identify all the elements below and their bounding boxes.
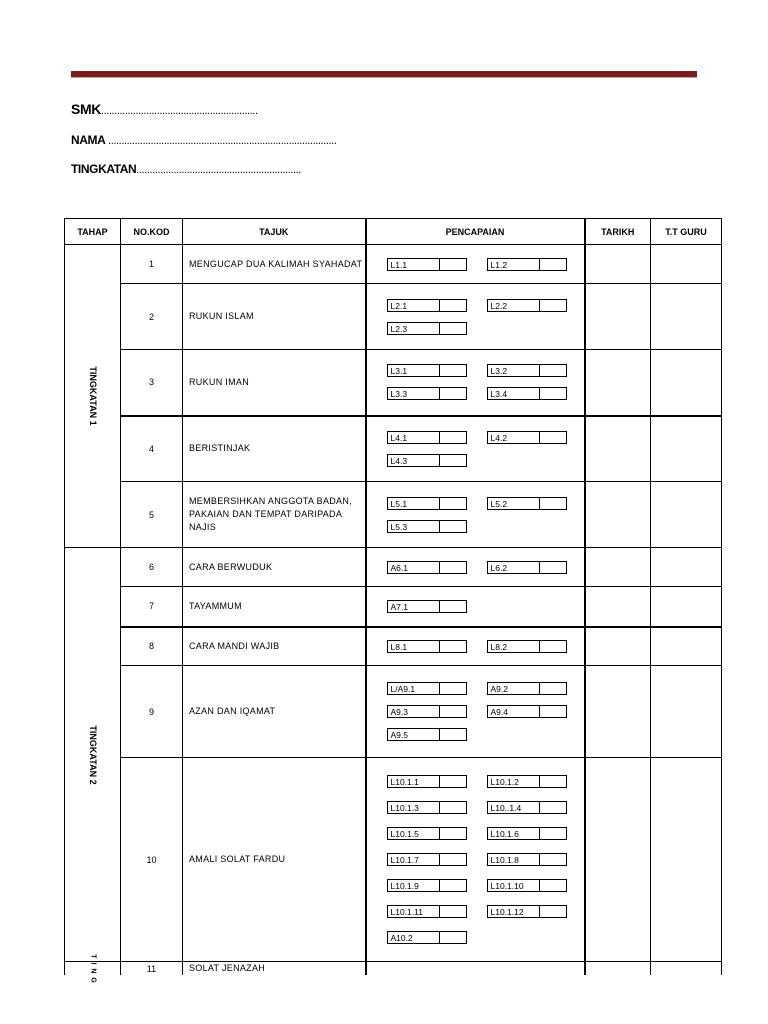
achievement-check-box[interactable]: [440, 706, 466, 717]
achievement-code-label: A6.1: [388, 562, 440, 573]
achievement-check-box[interactable]: [440, 432, 466, 443]
pencapaian-cell: [366, 627, 585, 666]
tarikh-cell[interactable]: [585, 758, 651, 962]
tarikh-cell[interactable]: [585, 416, 651, 482]
achievement-code-box[interactable]: [487, 827, 567, 840]
achievement-code-box[interactable]: [387, 387, 467, 400]
achievement-code-label: A7.1: [388, 601, 440, 612]
achievement-code-label: L10.1.3: [388, 802, 440, 813]
achievement-code-label: L2.1: [388, 300, 440, 311]
achievement-check-box[interactable]: [540, 828, 566, 839]
tahap-label: TINGKATAN 1: [87, 366, 98, 426]
achievement-code-box[interactable]: [387, 497, 467, 510]
record-table: [64, 218, 722, 984]
tahap-cell: [65, 953, 121, 984]
tingkatan-label: TINGKATAN: [71, 162, 137, 176]
achievement-code-box[interactable]: [387, 853, 467, 866]
achievement-code-box[interactable]: [387, 431, 467, 444]
achievement-code-label: L8.2: [488, 641, 540, 652]
table-row: [65, 962, 722, 976]
tajuk-cell: TAYAMMUM: [183, 587, 366, 627]
table-header-row: [65, 219, 722, 245]
achievement-check-box[interactable]: [440, 729, 466, 740]
table-row: [65, 587, 722, 627]
achievement-check-box[interactable]: [540, 776, 566, 787]
achievement-code-label: L2.3: [388, 323, 440, 334]
achievement-check-box[interactable]: [440, 828, 466, 839]
achievement-check-box[interactable]: [440, 498, 466, 509]
achievement-code-box[interactable]: [487, 905, 567, 918]
table-row: [65, 666, 722, 758]
nama-field[interactable]: [71, 133, 337, 147]
tt-guru-cell[interactable]: [651, 587, 722, 627]
achievement-code-label: L2.2: [488, 300, 540, 311]
achievement-code-box[interactable]: [487, 258, 567, 271]
pencapaian-cell: [366, 416, 585, 482]
col-header-tajuk: TAJUK: [183, 219, 366, 245]
col-header-nokod: NO.KOD: [121, 219, 183, 245]
achievement-code-label: L4.3: [388, 455, 440, 466]
table-row: [65, 416, 722, 482]
no-kod-cell: 8: [121, 627, 183, 666]
achievement-code-box[interactable]: [387, 827, 467, 840]
achievement-code-box[interactable]: [387, 705, 467, 718]
achievement-code-label: L4.2: [488, 432, 540, 443]
achievement-check-box[interactable]: [440, 802, 466, 813]
achievement-check-box[interactable]: [540, 300, 566, 311]
pencapaian-cell: [366, 482, 585, 548]
achievement-code-label: L10.1.12: [488, 906, 540, 917]
achievement-code-box[interactable]: [487, 705, 567, 718]
achievement-code-box[interactable]: [487, 497, 567, 510]
achievement-code-label: L1.1: [388, 259, 440, 270]
achievement-check-box[interactable]: [540, 880, 566, 891]
achievement-code-box[interactable]: [387, 561, 467, 574]
tarikh-cell[interactable]: [585, 482, 651, 548]
tajuk-cell: AMALI SOLAT FARDU: [183, 758, 366, 962]
tahap-label: T I N G: [89, 953, 96, 984]
tt-guru-cell[interactable]: [651, 962, 722, 976]
achievement-code-label: A9.2: [488, 683, 540, 694]
col-header-tahap: TAHAP: [65, 219, 121, 245]
tt-guru-cell[interactable]: [651, 482, 722, 548]
tt-guru-cell[interactable]: [651, 350, 722, 416]
achievement-code-label: L5.1: [388, 498, 440, 509]
achievement-code-label: L10.1.9: [388, 880, 440, 891]
pencapaian-cell: [366, 548, 585, 587]
achievement-code-box[interactable]: [487, 364, 567, 377]
achievement-check-box[interactable]: [440, 641, 466, 652]
no-kod-cell: 4: [121, 416, 183, 482]
achievement-code-box[interactable]: [387, 322, 467, 335]
pencapaian-cell: [366, 350, 585, 416]
no-kod-cell: 10: [121, 758, 183, 962]
achievement-check-box[interactable]: [440, 601, 466, 612]
tajuk-cell: SOLAT JENAZAH: [183, 962, 366, 976]
achievement-check-box[interactable]: [440, 776, 466, 787]
achievement-code-label: L10.1.10: [488, 880, 540, 891]
achievement-code-box[interactable]: [387, 640, 467, 653]
achievement-code-box[interactable]: [487, 640, 567, 653]
achievement-check-box[interactable]: [540, 388, 566, 399]
table-row: [65, 548, 722, 587]
achievement-code-box[interactable]: [387, 905, 467, 918]
achievement-check-box[interactable]: [540, 706, 566, 717]
achievement-code-box[interactable]: [487, 801, 567, 814]
table-row: [65, 482, 722, 548]
nama-label: NAMA: [71, 133, 106, 147]
achievement-code-box[interactable]: [387, 801, 467, 814]
smk-field[interactable]: [71, 101, 258, 117]
no-kod-cell: 3: [121, 350, 183, 416]
achievement-code-box[interactable]: [487, 853, 567, 866]
tajuk-cell: MEMBERSIHKAN ANGGOTA BADAN, PAKAIAN DAN TEMPAT DARIPADA NAJIS: [183, 482, 366, 548]
achievement-code-box[interactable]: [387, 879, 467, 892]
achievement-code-box[interactable]: [387, 728, 467, 741]
header-rule: [71, 71, 697, 78]
smk-label: SMK: [71, 101, 101, 117]
tingkatan-field[interactable]: [71, 162, 301, 176]
achievement-check-box[interactable]: [440, 880, 466, 891]
achievement-code-label: L8.1: [388, 641, 440, 652]
achievement-check-box[interactable]: [440, 562, 466, 573]
col-header-tt-guru: T.T GURU: [651, 219, 722, 245]
achievement-code-label: L3.2: [488, 365, 540, 376]
achievement-check-box[interactable]: [540, 906, 566, 917]
achievement-check-box[interactable]: [440, 365, 466, 376]
tarikh-cell[interactable]: [585, 284, 651, 350]
tt-guru-cell[interactable]: [651, 245, 722, 284]
tarikh-cell[interactable]: [585, 962, 651, 976]
achievement-code-label: L10.1.6: [488, 828, 540, 839]
achievement-code-box[interactable]: [487, 387, 567, 400]
no-kod-cell: 11: [121, 962, 183, 976]
tarikh-cell[interactable]: [585, 350, 651, 416]
achievement-check-box[interactable]: [440, 323, 466, 334]
achievement-check-box[interactable]: [540, 432, 566, 443]
achievement-code-label: L10.1.7: [388, 854, 440, 865]
tingkatan-dots: ..............................................................: [136, 164, 301, 176]
achievement-check-box[interactable]: [540, 498, 566, 509]
tajuk-cell: MENGUCAP DUA KALIMAH SYAHADAT: [183, 245, 366, 284]
achievement-code-box[interactable]: [387, 454, 467, 467]
achievement-check-box[interactable]: [540, 562, 566, 573]
tt-guru-cell[interactable]: [651, 416, 722, 482]
achievement-check-box[interactable]: [440, 259, 466, 270]
achievement-code-label: L/A9.1: [388, 683, 440, 694]
achievement-code-label: L6.2: [488, 562, 540, 573]
tajuk-cell: AZAN DAN IQAMAT: [183, 666, 366, 758]
achievement-code-box[interactable]: [387, 775, 467, 788]
pencapaian-cell: [366, 587, 585, 627]
tarikh-cell[interactable]: [585, 587, 651, 627]
achievement-check-box[interactable]: [540, 854, 566, 865]
achievement-code-box[interactable]: [387, 299, 467, 312]
table-row: [65, 245, 722, 284]
achievement-code-box[interactable]: [487, 775, 567, 788]
achievement-code-label: A10.2: [388, 932, 440, 943]
achievement-code-label: A9.5: [388, 729, 440, 740]
col-header-pencapaian: PENCAPAIAN: [366, 219, 585, 245]
no-kod-cell: 2: [121, 284, 183, 350]
achievement-code-box[interactable]: [387, 682, 467, 695]
achievement-code-box[interactable]: [487, 431, 567, 444]
achievement-code-label: L1.2: [488, 259, 540, 270]
tahap-cell: [65, 245, 121, 548]
achievement-code-label: L5.2: [488, 498, 540, 509]
tajuk-cell: RUKUN ISLAM: [183, 284, 366, 350]
no-kod-cell: 5: [121, 482, 183, 548]
achievement-check-box[interactable]: [540, 365, 566, 376]
achievement-code-label: L4.1: [388, 432, 440, 443]
achievement-check-box[interactable]: [540, 802, 566, 813]
col-header-tarikh: TARIKH: [585, 219, 651, 245]
achievement-check-box[interactable]: [540, 641, 566, 652]
nama-dots: ......................................................................................: [105, 135, 337, 147]
achievement-code-label: L10.1.2: [488, 776, 540, 787]
pencapaian-cell: [366, 245, 585, 284]
achievement-code-label: L10..1.4: [488, 802, 540, 813]
achievement-code-label: A9.4: [488, 706, 540, 717]
achievement-code-box[interactable]: [387, 600, 467, 613]
tt-guru-cell[interactable]: [651, 758, 722, 962]
achievement-code-label: L10.1.8: [488, 854, 540, 865]
achievement-code-label: L3.4: [488, 388, 540, 399]
achievement-code-label: L3.3: [388, 388, 440, 399]
achievement-code-label: L10.1.5: [388, 828, 440, 839]
achievement-code-label: L10.1.11: [388, 906, 440, 917]
tajuk-cell: CARA MANDI WAJIB: [183, 627, 366, 666]
achievement-code-box[interactable]: [487, 879, 567, 892]
achievement-code-label: L5.3: [388, 521, 440, 532]
no-kod-cell: 6: [121, 548, 183, 587]
achievement-code-box[interactable]: [387, 931, 467, 944]
pencapaian-cell: [366, 284, 585, 350]
table-row: [65, 284, 722, 350]
achievement-code-box[interactable]: [487, 299, 567, 312]
achievement-code-box[interactable]: [487, 682, 567, 695]
tarikh-cell[interactable]: [585, 548, 651, 587]
achievement-check-box[interactable]: [440, 300, 466, 311]
tahap-cell: [65, 548, 121, 962]
pencapaian-cell: [366, 666, 585, 758]
achievement-check-box[interactable]: [440, 854, 466, 865]
achievement-code-box[interactable]: [387, 364, 467, 377]
achievement-code-label: A9.3: [388, 706, 440, 717]
achievement-code-box[interactable]: [387, 520, 467, 533]
tajuk-cell: BERISTINJAK: [183, 416, 366, 482]
no-kod-cell: 9: [121, 666, 183, 758]
table-row: [65, 758, 722, 962]
smk-dots: ...........................................................: [100, 105, 258, 117]
achievement-check-box[interactable]: [540, 259, 566, 270]
no-kod-cell: 1: [121, 245, 183, 284]
achievement-check-box[interactable]: [440, 455, 466, 466]
table-row: [65, 627, 722, 666]
tarikh-cell[interactable]: [585, 245, 651, 284]
achievement-check-box[interactable]: [440, 388, 466, 399]
tajuk-cell: RUKUN IMAN: [183, 350, 366, 416]
pencapaian-cell: [366, 758, 585, 962]
no-kod-cell: 7: [121, 587, 183, 627]
tarikh-cell[interactable]: [585, 666, 651, 758]
achievement-check-box[interactable]: [440, 932, 466, 943]
achievement-code-label: L3.1: [388, 365, 440, 376]
tahap-label: TINGKATAN 2: [87, 724, 98, 785]
achievement-code-label: L10.1.1: [388, 776, 440, 787]
tajuk-cell: CARA BERWUDUK: [183, 548, 366, 587]
achievement-check-box[interactable]: [440, 521, 466, 532]
achievement-check-box[interactable]: [540, 683, 566, 694]
pencapaian-cell: [366, 962, 585, 976]
tt-guru-cell[interactable]: [651, 284, 722, 350]
tt-guru-cell[interactable]: [651, 627, 722, 666]
tarikh-cell[interactable]: [585, 627, 651, 666]
achievement-code-box[interactable]: [487, 561, 567, 574]
tt-guru-cell[interactable]: [651, 548, 722, 587]
achievement-check-box[interactable]: [440, 683, 466, 694]
achievement-code-box[interactable]: [387, 258, 467, 271]
table-row: [65, 350, 722, 416]
tt-guru-cell[interactable]: [651, 666, 722, 758]
achievement-check-box[interactable]: [440, 906, 466, 917]
